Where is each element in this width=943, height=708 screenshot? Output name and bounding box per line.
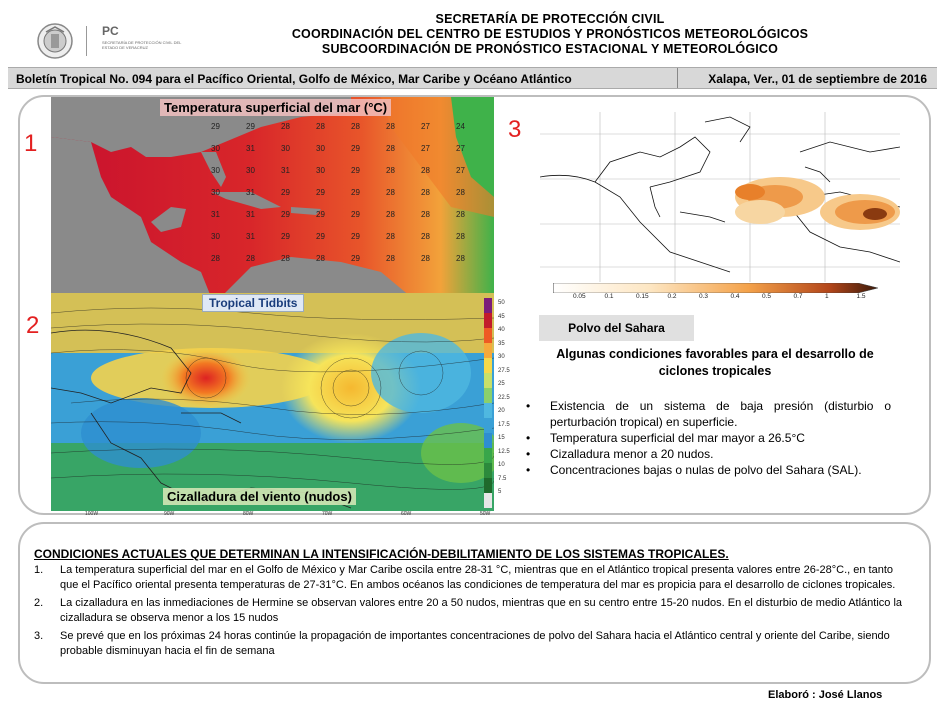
sst-value: 27 <box>456 144 465 153</box>
shear-scale-label: 30 <box>498 354 505 360</box>
sst-value: 28 <box>456 232 465 241</box>
sst-value: 31 <box>246 210 255 219</box>
shear-scale-label: 50 <box>498 300 505 306</box>
sst-value: 29 <box>281 188 290 197</box>
list-item <box>34 596 910 626</box>
sst-value: 31 <box>246 232 255 241</box>
wind-shear-map-title: Cizalladura del viento (nudos) <box>163 488 356 505</box>
header-title-1: SECRETARÍA DE PROTECCIÓN CIVIL <box>435 12 665 26</box>
dust-scale-label: 0.4 <box>730 293 740 300</box>
sst-value: 28 <box>421 232 430 241</box>
sst-value: 31 <box>211 210 220 219</box>
item-text: Se prevé que en los próximas 24 horas continúe la propagación de importantes concentraciones de polvo del Sahara hacia el Atlántico central y oriente del Caribe, siendo probable disminuyan hacia el fin de semana <box>60 630 890 657</box>
sst-value: 27 <box>421 144 430 153</box>
shear-scale-label: 17.5 <box>498 421 510 428</box>
list-item: • Cizalladura menor a 20 nudos. <box>525 446 891 462</box>
sst-value: 28 <box>421 166 430 175</box>
sst-value: 30 <box>211 144 220 153</box>
dust-scale-label: 0.2 <box>667 293 677 300</box>
sst-value: 28 <box>421 210 430 219</box>
list-item: • Concentraciones bajas o nulas de polvo del Sahara (SAL). <box>525 462 891 478</box>
favorable-conditions-title: Algunas condiciones favorables para el desarrollo de ciclones tropicales <box>556 347 874 378</box>
sst-value: 29 <box>351 188 360 197</box>
sst-value: 28 <box>351 122 360 131</box>
longitude-label: 70W <box>322 511 333 517</box>
sahara-dust-label: Polvo del Sahara <box>539 315 694 341</box>
section-number-2: 2 <box>26 312 40 339</box>
bulletin-bar <box>8 67 937 89</box>
shear-scale-label: 27.5 <box>498 367 510 374</box>
dust-scale-labels <box>553 283 878 305</box>
logo <box>36 20 182 62</box>
sst-value: 29 <box>351 254 360 263</box>
sst-value: 29 <box>316 210 325 219</box>
shear-scale-label: 7.5 <box>498 475 507 482</box>
sst-value: 30 <box>211 232 220 241</box>
sst-value: 28 <box>281 254 290 263</box>
current-conditions-list <box>34 563 910 662</box>
sst-value: 27 <box>456 166 465 175</box>
bulletin-title: Boletín Tropical No. 094 para el Pacífico Oriental, Golfo de México, Mar Caribe y Océano Atlántico <box>16 72 572 86</box>
sst-value: 28 <box>281 122 290 131</box>
sst-value: 28 <box>386 166 395 175</box>
bulletin-date: Xalapa, Ver., 01 de septiembre de 2016 <box>708 72 927 86</box>
sst-value: 29 <box>246 122 255 131</box>
list-item: • Existencia de un sistema de baja presión (disturbio o perturbación tropical) en superficie. <box>525 398 891 430</box>
wind-shear-map <box>51 293 494 511</box>
longitude-label: 50W <box>480 511 491 517</box>
sst-value: 30 <box>316 166 325 175</box>
sst-value: 30 <box>246 166 255 175</box>
item-number: 3. <box>34 630 44 642</box>
shear-scale-label: 5 <box>498 489 502 495</box>
list-item <box>34 629 910 659</box>
sst-value: 29 <box>351 210 360 219</box>
sst-value: 28 <box>386 210 395 219</box>
sst-map-title: Temperatura superficial del mar (°C) <box>160 99 391 116</box>
sst-value: 29 <box>316 188 325 197</box>
longitude-label: 80W <box>243 511 254 517</box>
sst-value: 28 <box>456 254 465 263</box>
sst-value: 29 <box>211 122 220 131</box>
section-number-3: 3 <box>508 116 522 143</box>
shear-scale-label: 35 <box>498 340 505 347</box>
longitude-label: 100W <box>85 511 99 517</box>
sst-value: 28 <box>456 210 465 219</box>
logo-label: PC <box>102 24 119 38</box>
current-conditions-title: CONDICIONES ACTUALES QUE DETERMINAN LA INTENSIFICACIÓN-DEBILITAMIENTO DE LOS SISTEMAS TROPICALES. <box>34 547 729 561</box>
tropical-tidbits-badge: Tropical Tidbits <box>202 294 304 312</box>
sst-value: 29 <box>351 144 360 153</box>
header-title-2: COORDINACIÓN DEL CENTRO DE ESTUDIOS Y PRONÓSTICOS METEOROLÓGICOS <box>291 27 809 41</box>
sst-value: 28 <box>316 254 325 263</box>
sst-value: 28 <box>386 122 395 131</box>
shear-scale-label: 10 <box>498 462 505 468</box>
dust-scale-label: 0.3 <box>699 293 709 300</box>
logo-divider <box>86 26 87 56</box>
shear-scale-label: 40 <box>498 327 505 333</box>
sst-value: 28 <box>456 188 465 197</box>
author-credit: Elaboró : José Llanos <box>768 689 883 701</box>
longitude-label: 90W <box>164 511 175 517</box>
sst-value: 30 <box>211 188 220 197</box>
shear-scale-label: 45 <box>498 313 505 320</box>
item-text: La temperatura superficial del mar en el Golfo de México y Mar Caribe oscila entre 28-31 °C, mientras que en el Atlántico tropical presenta valores entre 26-28°C., en tanto que el Pacífico oriental presenta temperaturas de 27-31°C. En ambos océanos las condiciones de temperatura del mar es propicia para el desarrollo de ciclones tropicales. <box>60 564 896 591</box>
item-number: 1. <box>34 564 44 576</box>
item-number: 2. <box>34 597 44 609</box>
sst-value: 29 <box>281 232 290 241</box>
item-text: La cizalladura en las inmediaciones de Hermine se observan valores entre 20 a 50 nudos, mientras que en su centro entre 15-20 nudos. En el disturbio de medio Atlántico la cizalladura se observa menor a los 15 nudos <box>60 597 903 624</box>
sst-value: 28 <box>421 254 430 263</box>
shear-scale-label: 12.5 <box>498 448 510 455</box>
logo-subtitle: SECRETARÍA DE PROTECCIÓN CIVIL DEL ESTADO DE VERACRUZ <box>102 40 182 50</box>
dust-scale-label: 0.05 <box>573 293 586 300</box>
sst-value: 31 <box>246 188 255 197</box>
dust-scale-label: 0.1 <box>604 293 614 300</box>
shear-scale-label: 20 <box>498 408 505 414</box>
sst-value: 28 <box>386 188 395 197</box>
sst-value: 28 <box>316 122 325 131</box>
list-item: • Temperatura superficial del mar mayor a 26.5°C <box>525 430 891 446</box>
sst-value: 30 <box>281 144 290 153</box>
section-number-1: 1 <box>24 130 38 157</box>
favorable-conditions-list <box>525 398 891 478</box>
sst-value: 28 <box>211 254 220 263</box>
bulletin-divider <box>677 68 678 88</box>
sst-value: 31 <box>281 166 290 175</box>
sst-value: 30 <box>211 166 220 175</box>
sst-value: 31 <box>246 144 255 153</box>
sst-value: 28 <box>386 144 395 153</box>
sst-value: 29 <box>351 232 360 241</box>
sst-value-grid <box>51 97 494 297</box>
dust-scale-label: 0.5 <box>762 293 772 300</box>
sst-value: 24 <box>456 122 465 131</box>
header-title-3: SUBCOORDINACIÓN DE PRONÓSTICO ESTACIONAL Y METEOROLÓGICO <box>321 42 779 56</box>
dust-scale-label: 1 <box>825 293 829 300</box>
state-seal-icon <box>36 22 74 60</box>
shear-scale-label: 25 <box>498 381 505 387</box>
header-titles <box>250 12 850 57</box>
shear-scale-label: 15 <box>498 435 505 441</box>
sst-value: 28 <box>386 232 395 241</box>
dust-scale-label: 0.7 <box>793 293 803 300</box>
dust-scale-label: 0.15 <box>636 293 649 300</box>
dust-scale-label: 1.5 <box>856 293 866 300</box>
sst-value: 30 <box>316 144 325 153</box>
sst-value: 28 <box>246 254 255 263</box>
sahara-dust-map <box>540 112 900 282</box>
shear-scale-label: 22.5 <box>498 394 510 401</box>
sst-value: 29 <box>281 210 290 219</box>
sst-value: 28 <box>386 254 395 263</box>
sst-value: 29 <box>351 166 360 175</box>
sst-value: 29 <box>316 232 325 241</box>
sst-value: 27 <box>421 122 430 131</box>
list-item <box>34 563 910 593</box>
sst-value: 28 <box>421 188 430 197</box>
longitude-label: 60W <box>401 511 412 517</box>
